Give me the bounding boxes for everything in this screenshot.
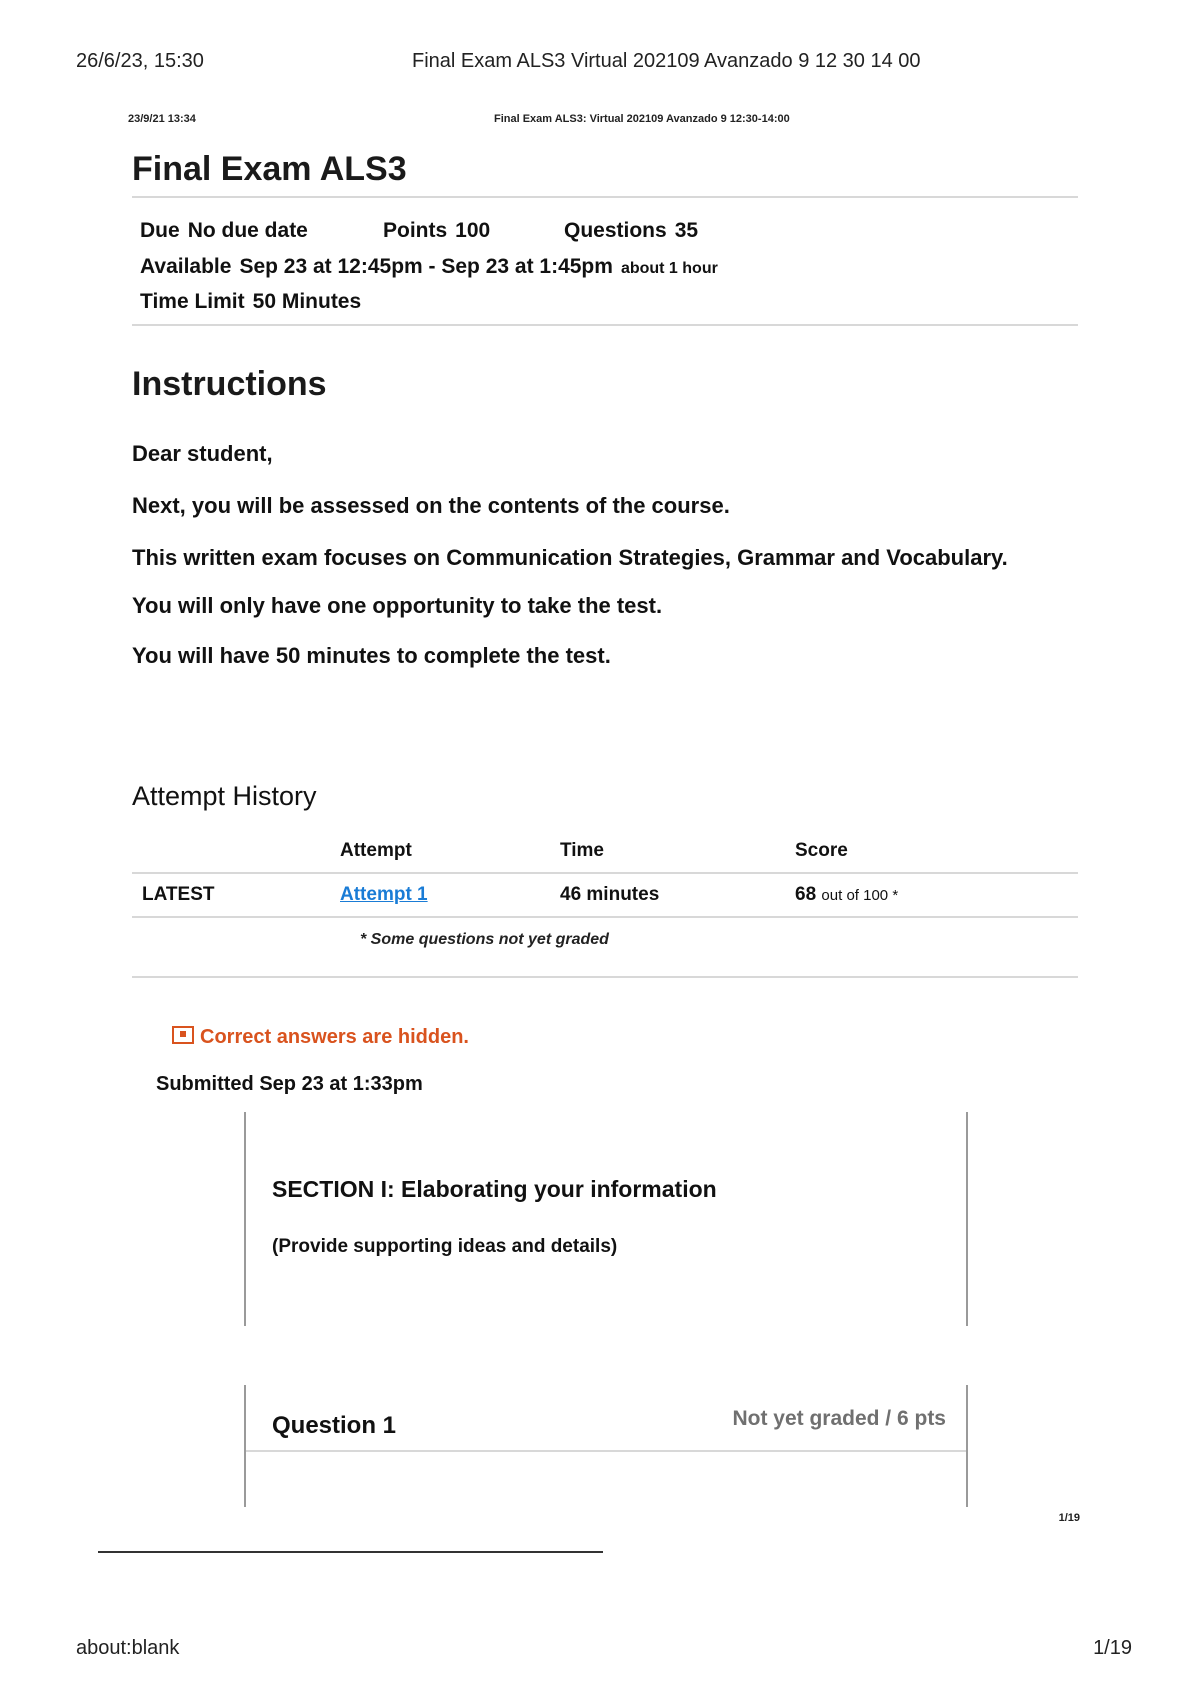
- instruction-paragraph: Dear student,: [132, 441, 273, 466]
- attempt-history-heading-wrap: [132, 781, 1078, 812]
- time-limit-info: [140, 290, 361, 314]
- instructions-heading: Instructions: [132, 365, 327, 403]
- attempt-score: 68: [795, 884, 817, 905]
- questions-info: [564, 219, 698, 243]
- print-page-number: 1/19: [1093, 1637, 1132, 1659]
- attempt-link[interactable]: Attempt 1: [340, 884, 428, 905]
- points-info: [383, 219, 490, 243]
- column-header: Score: [785, 836, 1078, 873]
- available-label: Available: [140, 255, 232, 278]
- meta-divider: [132, 324, 1078, 326]
- table-row: [132, 873, 1078, 917]
- inner-header-title: Final Exam ALS3: Virtual 202109 Avanzado 9 12:30-14:00: [494, 113, 790, 125]
- history-divider: [132, 976, 1078, 978]
- points-label: Points: [383, 219, 448, 242]
- print-title: Final Exam ALS3 Virtual 202109 Avanzado 9 12 30 14 00: [412, 50, 921, 72]
- hidden-answers-text: Correct answers are hidden.: [200, 1026, 469, 1048]
- question-divider: [246, 1450, 966, 1452]
- time-limit-value: 50 Minutes: [252, 290, 362, 313]
- instructions-body: [132, 436, 1078, 673]
- instructions-section: [132, 365, 1078, 404]
- question-box: [244, 1385, 968, 1507]
- print-url: about:blank: [76, 1637, 180, 1659]
- attempt-cell: [330, 873, 550, 917]
- instruction-paragraph: You will have 50 minutes to complete the test.: [132, 643, 611, 668]
- question-title: Question 1: [272, 1412, 397, 1439]
- attempt-score-cell: [785, 873, 1078, 917]
- footnote-rule: [98, 1551, 603, 1553]
- questions-value: 35: [674, 219, 699, 242]
- attempt-status: LATEST: [132, 873, 330, 917]
- column-header: [132, 836, 330, 873]
- available-value: Sep 23 at 12:45pm - Sep 23 at 1:45pm: [239, 255, 613, 278]
- attempt-history: [132, 836, 1078, 918]
- section-box: [244, 1112, 968, 1326]
- hidden-answers-icon: [172, 1026, 194, 1044]
- available-duration: about 1 hour: [620, 260, 718, 277]
- instruction-paragraph: Next, you will be assessed on the contents of the course.: [132, 493, 730, 518]
- print-datetime: 26/6/23, 15:30: [76, 50, 204, 72]
- exam-header: [132, 150, 1078, 189]
- attempt-history-table: [132, 836, 1078, 918]
- available-info: [140, 255, 718, 279]
- section-title: SECTION I: Elaborating your information: [272, 1176, 717, 1202]
- title-divider: [132, 196, 1078, 198]
- due-value: No due date: [187, 219, 308, 242]
- questions-label: Questions: [564, 219, 667, 242]
- inner-page-number: 1/19: [1058, 1512, 1080, 1524]
- attempt-time: 46 minutes: [550, 873, 785, 917]
- due-info: [140, 219, 308, 243]
- table-header-row: [132, 836, 1078, 873]
- section-subtitle: (Provide supporting ideas and details): [272, 1236, 618, 1257]
- time-limit-label: Time Limit: [140, 290, 245, 313]
- due-label: Due: [140, 219, 180, 242]
- grading-note: * Some questions not yet graded: [360, 931, 609, 948]
- page-title: Final Exam ALS3: [132, 150, 407, 188]
- column-header: Time: [550, 836, 785, 873]
- points-value: 100: [455, 219, 491, 242]
- instruction-paragraph: This written exam focuses on Communication Strategies, Grammar and Vocabulary.: [132, 545, 1008, 570]
- hidden-answers-message: [172, 1026, 469, 1049]
- question-points: Not yet graded / 6 pts: [732, 1407, 946, 1430]
- attempt-score-total: out of 100 *: [821, 887, 899, 904]
- inner-header-date: 23/9/21 13:34: [128, 113, 196, 125]
- submitted-date: Submitted Sep 23 at 1:33pm: [156, 1073, 423, 1095]
- instruction-paragraph: You will only have one opportunity to take the test.: [132, 593, 663, 618]
- column-header: Attempt: [330, 836, 550, 873]
- attempt-history-heading: Attempt History: [132, 781, 317, 811]
